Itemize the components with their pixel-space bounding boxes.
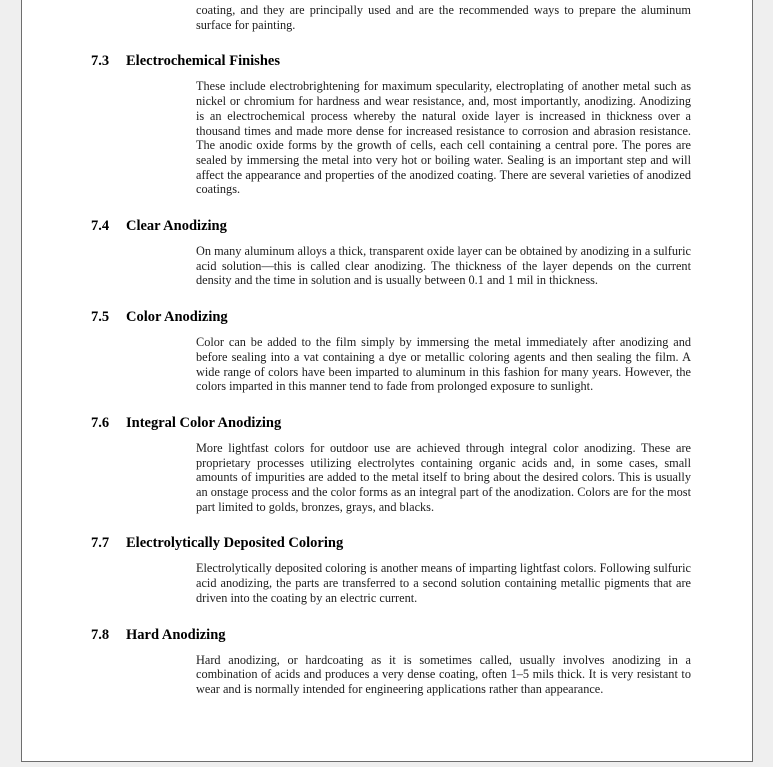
section-title: Integral Color Anodizing (126, 414, 282, 431)
section-title: Clear Anodizing (126, 218, 227, 235)
section-number: 7.4 (91, 218, 110, 235)
section-title: Color Anodizing (126, 309, 228, 326)
section-electrolytically-deposited-coloring (91, 535, 752, 605)
section-clear-anodizing (91, 218, 752, 288)
section-title: Electrochemical Finishes (126, 53, 280, 70)
section-body: On many aluminum alloys a thick, transparent oxide layer can be obtained by anodizing in a sulfuric acid solution—this is called clear anodizing. The thickness of the layer depends on the current density and the time in solution and is usually between 0.1 and 1 mil in thickness. (196, 244, 691, 288)
section-heading (91, 627, 752, 643)
section-number: 7.3 (91, 53, 110, 70)
section-body: Electrolytically deposited coloring is another means of imparting lightfast colors. Following sulfuric acid anodizing, the parts are transferred to a second solution containing metallic pigments that are driven into the coating by an electric current. (196, 561, 691, 605)
document-page (21, 0, 753, 762)
section-heading (91, 535, 752, 551)
section-heading (91, 415, 752, 431)
section-number: 7.5 (91, 309, 110, 326)
section-number: 7.8 (91, 626, 110, 643)
section-body: These include electrobrightening for maximum specularity, electroplating of another metal such as nickel or chromium for hardness and wear resistance, and, most importantly, anodizing. Anodizing is an electrochemical process whereby the natural oxide layer is increased in thickness over a thousand times and made more dense for increased resistance to corrosion and abrasion resistance. The anodic oxide forms by the growth of cells, each cell containing a central pore. The pores are sealed by immersing the metal into very hot or boiling water. Sealing is an important step and will affect the appearance and properties of the anodized coating. There are several varieties of anodized coatings. (196, 79, 691, 197)
section-body: Hard anodizing, or hardcoating as it is sometimes called, usually involves anodizing in a combination of acids and produces a very dense coating, often 1–5 mils thick. It is very resistant to wear and is normally intended for engineering applications rather than appearance. (196, 652, 691, 696)
section-title: Electrolytically Deposited Coloring (126, 535, 344, 552)
section-hard-anodizing (91, 627, 752, 697)
section-integral-color-anodizing (91, 415, 752, 515)
section-color-anodizing (91, 309, 752, 394)
section-heading (91, 53, 752, 69)
section-body: Color can be added to the film simply by immersing the metal immediately after anodizing and before sealing into a vat containing a dye or metallic coloring agents and then sealing the film. A wide range of colors have been imparted to aluminum in this fashion for many years. However, the colors imparted in this manner tend to fade from prolonged exposure to sunlight. (196, 335, 691, 394)
page-content (22, 3, 752, 697)
section-number: 7.6 (91, 414, 110, 431)
section-electrochemical-finishes (91, 53, 752, 197)
section-title: Hard Anodizing (126, 626, 226, 643)
section-number: 7.7 (91, 535, 110, 552)
section-heading (91, 218, 752, 234)
intro-paragraph-fragment: coating, and they are principally used and are the recommended ways to prepare the aluminum surface for painting. (196, 3, 691, 32)
section-heading (91, 309, 752, 325)
section-body: More lightfast colors for outdoor use are achieved through integral color anodizing. These are proprietary processes utilizing electrolytes containing organic acids and, in some cases, small amounts of impurities are added to the metal itself to bring about the desired colors. This is usually an onstage process and the color forms as an integral part of the anodization. Colors are for the most part limited to golds, bronzes, grays, and blacks. (196, 440, 691, 514)
